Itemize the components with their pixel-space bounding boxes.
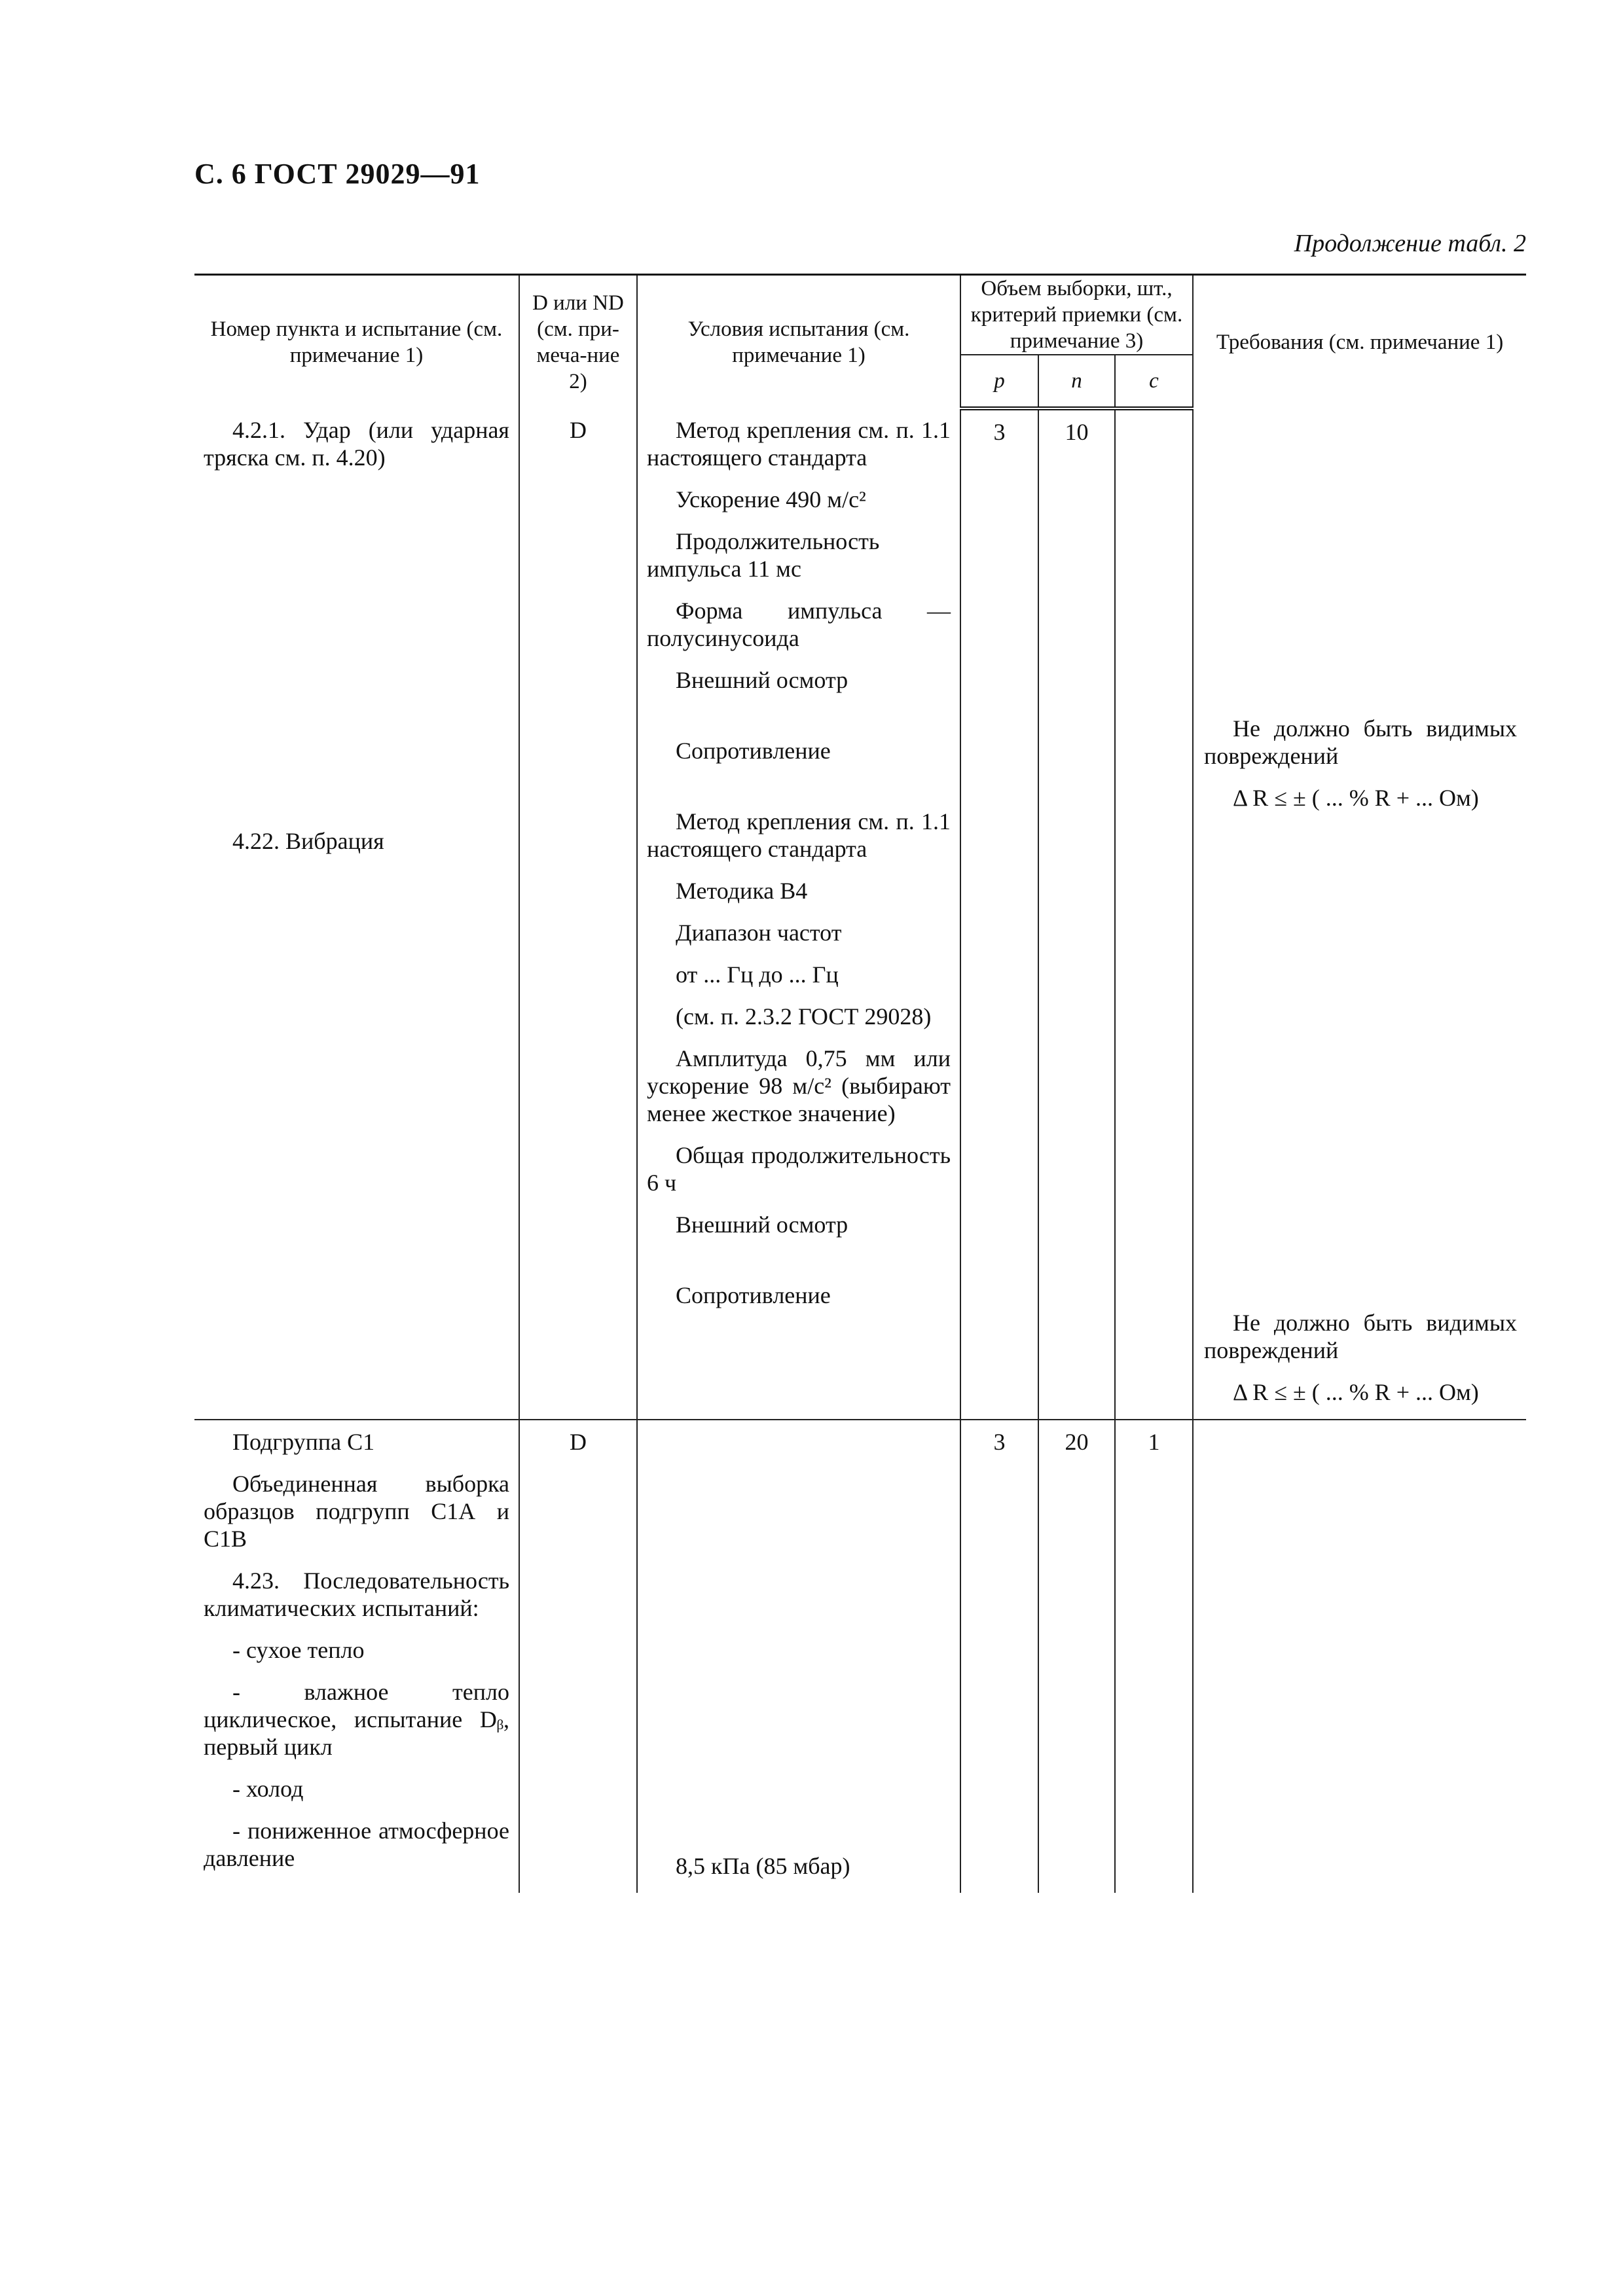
- c-cell: 1: [1115, 1420, 1193, 1893]
- table-continuation-label: Продолжение табл. 2: [1294, 230, 1526, 257]
- p-cell: 3: [960, 408, 1038, 1420]
- requirement-text: Не должно быть видимых повреждений: [1204, 715, 1518, 769]
- condition-text: Ускорение 490 м/с²: [676, 486, 866, 512]
- requirements-cell: [1193, 1420, 1526, 1893]
- condition-text: Амплитуда 0,75 мм или ускорение 98 м/с² (выбирают менее жесткое значение): [647, 1045, 951, 1126]
- condition-text: Продолжительность импульса 11 мс: [647, 528, 880, 582]
- table-row: [194, 408, 1526, 1420]
- item-text: - холод: [232, 1776, 304, 1802]
- requirement-text: Не должно быть видимых повреждений: [1204, 1310, 1518, 1363]
- condition-text: Метод крепления см. п. 1.1 настоящего стандарта: [647, 808, 951, 862]
- test-conditions-table: [194, 274, 1526, 1893]
- item-text: 4.2.1. Удар (или ударная тряска см. п. 4.20): [204, 417, 509, 471]
- item-text: Объединенная выборка образцов подгрупп С1А и С1В: [204, 1471, 509, 1552]
- n-cell: 10: [1038, 408, 1115, 1420]
- c-cell: [1115, 408, 1193, 1420]
- condition-text: (см. п. 2.3.2 ГОСТ 29028): [676, 1003, 932, 1030]
- requirement-text: Δ R ≤ ± ( ... % R + ... Ом): [1233, 1379, 1479, 1405]
- column-header-requirements: Требования (см. примечание 1): [1193, 275, 1526, 409]
- column-header-c: c: [1115, 355, 1193, 408]
- condition-text: Диапазон частот: [676, 920, 842, 946]
- column-header-item: Номер пункта и испытание (см. примечание 1): [194, 275, 519, 409]
- d-nd-cell: D: [519, 1420, 637, 1893]
- condition-text: Внешний осмотр: [676, 667, 848, 693]
- item-text: 4.23. Последовательность климатических испытаний:: [204, 1568, 509, 1621]
- item-text: 4.22. Вибрация: [232, 828, 384, 854]
- column-header-p: p: [960, 355, 1038, 408]
- condition-text: Внешний осмотр: [676, 1211, 848, 1238]
- condition-text: от ... Гц до ... Гц: [676, 961, 839, 988]
- item-text: - сухое тепло: [232, 1637, 365, 1663]
- item-text: - влажное тепло циклическое, испытание Dᵦ, первый цикл: [204, 1679, 509, 1760]
- requirements-cell: [1193, 408, 1526, 1420]
- requirement-text: Δ R ≤ ± ( ... % R + ... Ом): [1233, 785, 1479, 811]
- column-header-d-nd: D или ND (см. при-меча-ние 2): [519, 275, 637, 409]
- conditions-cell: [637, 408, 960, 1420]
- column-header-conditions: Условия испытания (см. примечание 1): [637, 275, 960, 409]
- d-nd-cell: D: [519, 408, 637, 1420]
- column-header-sample: Объем выборки, шт., критерий приемки (см. примечание 3): [960, 275, 1193, 355]
- condition-text: Методика В4: [676, 878, 808, 904]
- p-cell: 3: [960, 1420, 1038, 1893]
- item-text: Подгруппа С1: [232, 1429, 375, 1455]
- item-cell: [194, 1420, 519, 1893]
- condition-text: Сопротивление: [676, 1282, 831, 1308]
- table-row: [194, 1420, 1526, 1893]
- condition-text: Форма импульса — полусинусоида: [647, 598, 951, 651]
- condition-text: Сопротивление: [676, 738, 831, 764]
- page-header: С. 6 ГОСТ 29029—91: [194, 158, 481, 190]
- item-cell: [194, 408, 519, 1420]
- condition-text: 8,5 кПа (85 мбар): [676, 1853, 850, 1879]
- column-header-n: n: [1038, 355, 1115, 408]
- item-text: - пониженное атмосферное давление: [204, 1818, 509, 1871]
- conditions-cell: [637, 1420, 960, 1893]
- condition-text: Общая продолжительность 6 ч: [647, 1142, 951, 1196]
- n-cell: 20: [1038, 1420, 1115, 1893]
- condition-text: Метод крепления см. п. 1.1 настоящего стандарта: [647, 417, 951, 471]
